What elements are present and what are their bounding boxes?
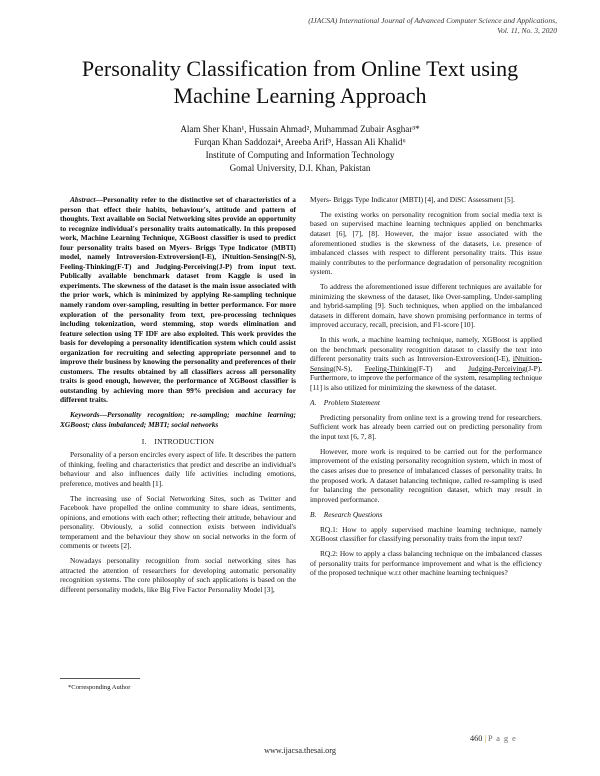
intro-paragraph-5: To address the aforementioned issue different techniques are available for minimizing the skewness of the dataset, like Over-sampling, Under-sampling and hybrid-sampling [9]. Such techniques, when applied on the imbalanced datasets in different domain, have shown promising performance in terms of improved accuracy, recall, precision, and F1-score [10].	[310, 282, 542, 330]
subsection-heading-problem: A. Problem Statement	[310, 397, 380, 407]
journal-url: www.ijacsa.thesai.org	[264, 746, 336, 755]
abstract	[60, 195, 296, 405]
paper-title	[40, 55, 560, 109]
footnote-divider	[60, 678, 140, 679]
author-block	[40, 123, 560, 175]
trait-judging: Judging-Perceiving	[468, 363, 526, 373]
intro-paragraph-4: The existing works on personality recognition from social media text is based on supervised machine learning techniques applied on benchmarks dataset [6], [7], [8]. However, the major issue associated with the aforementioned studies is the skewness of the datasets, i.e. presence of imbalanced classes with respect to different personality traits. This issue mainly contributes to the performance degradation of personality recognition system.	[310, 209, 542, 277]
journal-volume: Vol. 11, No. 3, 2020	[497, 26, 557, 35]
research-question-2: RQ.2: How to apply a class balancing technique on the imbalanced classes of personality traits for performance improvement and what is the efficiency of the proposed technique w.r.t other machine learning techniques?	[310, 549, 542, 578]
abstract-text: Personality refer to the distinctive set of characteristics of a person that effect their habits, behaviour's, attitude and pattern of thoughts. Text available on Social Networking sites provide an opportunity to recognize individual's personality traits automatically. In this proposed work, Machine Learning Technique, XGBoost classifier is used to predict four personality traits based on Myers- Briggs Type Indicator (MBTI) model, namely Introversion-Extroversion(I-E), iNtuition-Sensing(N-S), Feeling-Thinking(F-T) and Judging-Perceiving(J-P) from input text. Publically available benchmark dataset from Kaggle is used in experiments. The skewness of the dataset is the main issue associated with the prior work, which is minimized by applying Re-sampling technique namely random over-sampling, resulting in better performance. For more exploration of the personality from text, pre-processing techniques including tokenization, word stemming, stop words elimination and feature selection using TF IDF are also exploited. This work provides the basis for developing a personality identification system which could assist organization for recruiting and selecting appropriate personnel and to improve their business by knowing the personality and preferences of their customers. The results obtained by all classifiers across all personality traits is good enough, however, the performance of XGBoost classifier is outstanding by achieving more than 99% precision and accuracy for different traits.	[60, 195, 296, 405]
p6-part-a: In this work, a machine learning technique, namely, XGBoost is applied on the benchmark personality recognition dataset to classify the text into different personality traits such as Introversion-Extroversion(I-E),	[310, 335, 542, 364]
p6-part-c: (F-T) and	[416, 363, 456, 373]
page-number-bar	[470, 734, 517, 743]
page-word: P a g e	[488, 734, 517, 743]
affiliation-line-2: Gomal University, D.I. Khan, Pakistan	[229, 163, 371, 173]
keywords: Keywords—Personality recognition; re-sampling; machine learning; XGBoost; class imbalanced; MBTI; social networks	[60, 410, 296, 429]
intro-paragraph-3: Nowadays personality recognition from social networking sites has attracted the attention of researchers for developing automatic personality recognition systems. The core philosophy of such applications is based on the different personality models, like Big Five Factor Personality Model [3],	[60, 556, 296, 594]
right-column	[310, 195, 542, 583]
footnote: *Corresponding Author	[68, 684, 131, 691]
page-separator: |	[482, 734, 489, 743]
trait-intuition: iNtuition-Sensing	[310, 354, 542, 373]
intro-paragraph-2: The increasing use of Social Networking Sites, such as Twitter and Facebook have propelled the online community to share ideas, sentiments, opinions, and emotions with each other; reflecting their attitude, behaviour and personality. Obviously, a solid connection exists between individual's temperament and the behaviour they show on social networks in the form of comments or tweets [2].	[60, 493, 296, 551]
authors-line-2: Furqan Khan Saddozai⁴, Areeba Arif⁵, Hassan Ali Khalid⁶	[194, 137, 406, 147]
p6-part-b: (N-S),	[333, 363, 353, 373]
research-question-1: RQ.1: How to apply supervised machine learning technique, namely XGBoost classifier for classifying personality traits from the input text?	[310, 524, 542, 544]
left-column	[60, 195, 296, 600]
intro-paragraph-3-cont: Myers- Briggs Type Indicator (MBTI) [4], and DiSC Assessment [5].	[310, 195, 515, 204]
journal-header	[237, 16, 557, 36]
authors-line-1: Alam Sher Khan¹, Hussain Ahmad², Muhammad Zubair Asghar³*	[180, 124, 420, 134]
title-line-1: Personality Classification from Online Text using	[81, 56, 519, 81]
affiliation-line-1: Institute of Computing and Information Technology	[205, 150, 395, 160]
p6-part-d: (J-P). Furthermore, to improve the performance of the system, resampling technique [11] is also utilized for minimizing the skewness of the dataset.	[310, 363, 542, 393]
page-number: 460	[470, 734, 483, 743]
title-line-2: Machine Learning Approach	[173, 83, 427, 108]
problem-paragraph-2: However, more work is required to be carried out for the performance improvement of the existing personality recognition system, which in most of the cases arises due to presence of imbalanced classes of personality traits. In the proposed work. A dataset balancing technique, called re-sampling is used for balancing the personality recognition dataset, which may result in improved performance.	[310, 446, 542, 504]
trait-feeling: Feeling-Thinking	[364, 363, 417, 373]
intro-paragraph-6	[310, 335, 542, 392]
abstract-label: Abstract—	[70, 195, 103, 204]
intro-paragraph-1: Personality of a person encircles every aspect of life. It describes the pattern of thinking, feeling and characteristics that predict and describe an individual's behaviour and also influences daily life activities including emotions, preference, motives and health [1].	[60, 450, 296, 488]
section-heading-introduction: I. INTRODUCTION	[141, 436, 215, 446]
journal-name: (IJACSA) International Journal of Advanced Computer Science and Applications,	[308, 16, 557, 25]
problem-paragraph-1: Predicting personality from online text is a growing trend for researchers. Sufficient work has already been carried out on predicting personality from the input text [6, 7, 8].	[310, 412, 542, 441]
subsection-heading-research-questions: B. Research Questions	[310, 509, 383, 519]
